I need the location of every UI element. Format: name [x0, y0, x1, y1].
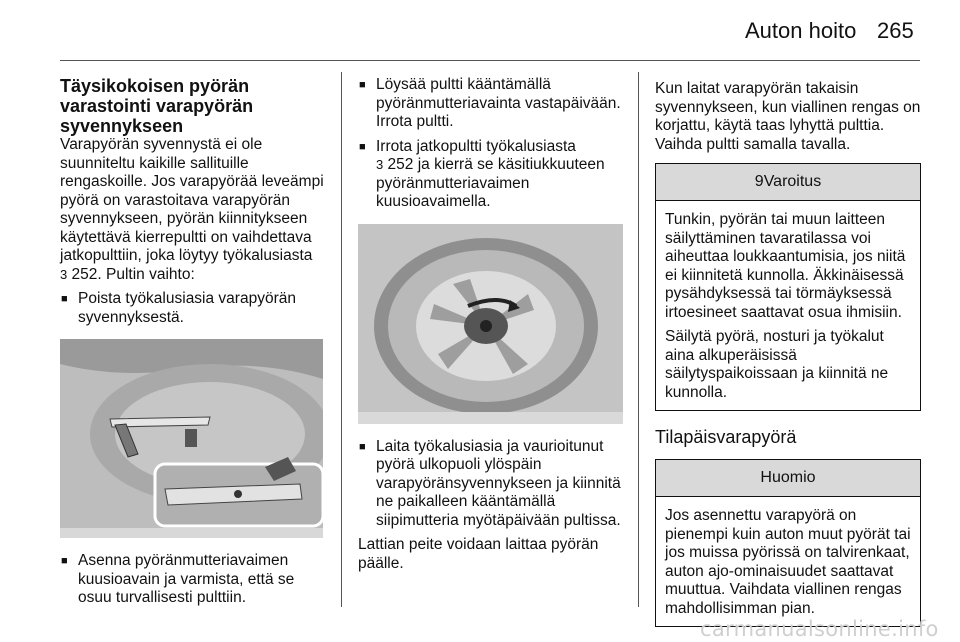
column-divider-1 [341, 72, 342, 607]
warning-box [655, 163, 921, 411]
bullet-loosen-bolt: ■ Löysää pultti kääntämällä pyöränmutteriavainta vastapäivään. Irrota pultti. [358, 76, 624, 132]
warning-text-1: Tunkin, pyörän tai muun laitteen säilyttäminen tavaratilassa voi aiheuttaa loukkaantumisia, jos niitä ei kiinnitetä kunnolla. Äkkinäisessä pysähdyksessä tai törmäyksessä irtoesineet saattavat osua ihmisiin. [665, 211, 906, 321]
note-header: Huomio [656, 460, 920, 497]
bullet-extension-bolt: ■ Irrota jatkopultti työkalusiasta 3 252 ja kierrä se käsitiukkuuteen pyöränmutteriavaimen kuusioavaimella. [358, 138, 624, 212]
column-2 [358, 76, 624, 573]
watermark: carmanualsonline.info [700, 617, 939, 641]
warning-text-2: Säilytä pyörä, nosturi ja työkalut aina alkuperäisissä säilytyspaikoissaan ja kiinnitä ne kunnolla. [665, 328, 889, 401]
xref-arrow-icon: 3 [376, 157, 384, 172]
warning-triangle-icon: 9 [754, 172, 764, 190]
refit-paragraph: Kun laitat varapyörän takaisin syvennykseen, kun viallinen rengas on korjattu, käytä taas lyhyttä pulttia. Vaihda pultti samalla tavalla. [655, 80, 921, 153]
column-1 [60, 76, 325, 608]
note-text: Jos asennettu varapyörä on pienempi kuin auton muut pyörät tai jos muissa pyörissä on talvirenkaat, auton ajo-ominaisuudet saattavat muuttua. Vaihdata viallinen rengas mahdollisimman pian. [665, 507, 911, 617]
intro-paragraph: Varapyörän syvennystä ei ole suunniteltu kaikille sallituille rengaskoille. Jos varapyörää leveämpi pyörä on varastoitava varapyörän syvennykseen, pyörän kiinnitykseen käytettävä kierrepultti on vaihdettava jatkopulttiin, joka löytyy työkalusiasta 3 252. Pultin vaihto: [60, 136, 324, 283]
column-divider-2 [638, 72, 639, 607]
xref-arrow-icon: 3 [60, 266, 68, 282]
subheading-temporary-spare: Tilapäisvarapyörä [655, 427, 797, 447]
column-3 [655, 80, 921, 627]
page-section-title: Auton hoito [745, 18, 857, 43]
page-number: 265 [877, 18, 914, 43]
floor-cover-paragraph: Lattian peite voidaan laittaa pyörän päälle. [358, 536, 599, 572]
note-box [655, 459, 921, 627]
intro-reference: 252. Pultin vaihto: [71, 265, 195, 283]
bullet-store-wheel: ■ Laita työkalusiasia ja vaurioitunut pyörä ulkopuoli ylöspäin varapyöränsyvennykseen ja kiinnitä ne paikalleen kääntämällä siipimutteria myötäpäivään pultissa. [358, 438, 624, 531]
bullet-remove-toolbox: ■ Poista työkalusiasia varapyörän syvennyksestä. [60, 290, 325, 327]
header-rule [60, 60, 920, 61]
spare-wheel-illustration [358, 224, 623, 424]
toolbox-illustration [60, 339, 323, 538]
section-heading: Täysikokoisen pyörän varastointi varapyörän syvennykseen [60, 76, 254, 136]
bullet-attach-wrench: ■ Asenna pyöränmutteriavaimen kuusioavain ja varmista, että se osuu turvallisesti pulttiin. [60, 552, 325, 608]
warning-header: 9 Varoitus [656, 164, 920, 201]
